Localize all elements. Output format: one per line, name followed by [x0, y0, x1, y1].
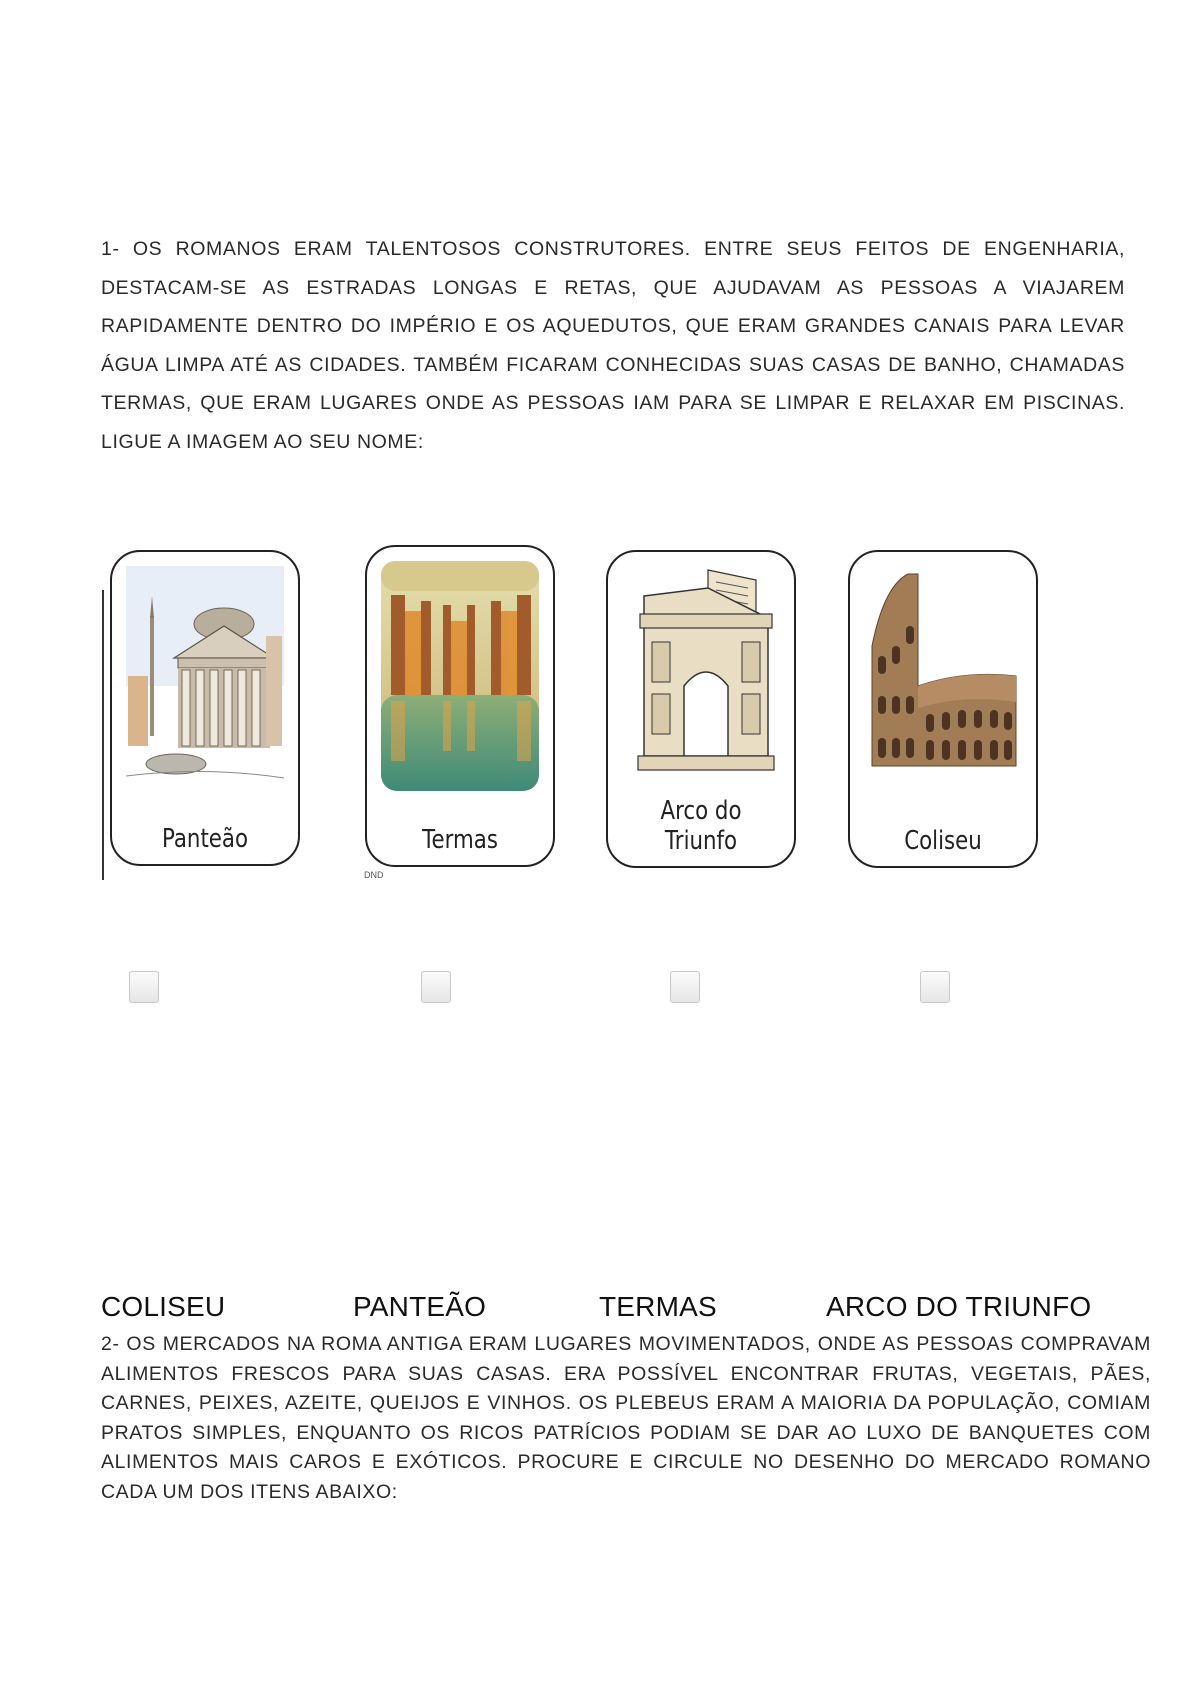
triumphal-arch-illustration-icon	[622, 566, 780, 796]
card-label: Arco do Triunfo	[660, 796, 742, 856]
card-termas	[365, 545, 555, 867]
word-bank-item: TERMAS	[599, 1291, 717, 1322]
card-label: Coliseu	[904, 826, 982, 856]
word-bank-item: COLISEU	[101, 1291, 226, 1322]
pantheon-illustration-icon	[126, 566, 284, 796]
card-coliseu	[848, 550, 1038, 868]
checkbox-3[interactable]	[670, 971, 700, 1003]
checkbox-4[interactable]	[920, 971, 950, 1003]
colosseum-illustration-icon	[864, 566, 1022, 796]
card-panteao	[110, 550, 300, 866]
card-label: Termas	[422, 825, 498, 855]
checkbox-1[interactable]	[129, 971, 159, 1003]
roman-baths-illustration-icon	[381, 561, 539, 791]
card-arco-do-triunfo	[606, 550, 796, 868]
checkbox-2[interactable]	[421, 971, 451, 1003]
word-bank-item: ARCO DO TRIUNFO	[826, 1291, 1092, 1322]
image-credit: DND	[364, 870, 384, 880]
card-label: Panteão	[161, 824, 249, 854]
question-2-text: 2- OS MERCADOS NA ROMA ANTIGA ERAM LUGARES MOVIMENTADOS, ONDE AS PESSOAS COMPRAVAM ALIMENTOS FRESCOS PARA SUAS CASAS. ERA POSSÍVEL ENCONTRAR FRUTAS, VEGETAIS, PÃES, CARNES, PEIXES, AZEITE, QUEIJOS E VINHOS. OS PLEBEUS ERAM A MAIORIA DA POPULAÇÃO, COMIAM PRATOS SIMPLES, ENQUANTO OS RICOS PATRÍCIOS PODIAM SE DAR AO LUXO DE BANQUETES COM ALIMENTOS MAIS CAROS E EXÓTICOS. PROCURE E CIRCULE NO DESENHO DO MERCADO ROMANO CADA UM DOS ITENS ABAIXO:	[101, 1333, 1151, 1503]
vertical-rule	[102, 590, 104, 880]
question-1-text: 1- OS ROMANOS ERAM TALENTOSOS CONSTRUTORES. ENTRE SEUS FEITOS DE ENGENHARIA, DESTACAM-SE AS ESTRADAS LONGAS E RETAS, QUE AJUDAVAM AS PESSOAS A VIAJAREM RAPIDAMENTE DENTRO DO IMPÉRIO E OS AQUEDUTOS, QUE ERAM GRANDES CANAIS PARA LEVAR ÁGUA LIMPA ATÉ AS CIDADES. TAMBÉM FICARAM CONHECIDAS SUAS CASAS DE BANHO, CHAMADAS TERMAS, QUE ERAM LUGARES ONDE AS PESSOAS IAM PARA SE LIMPAR E RELAXAR EM PISCINAS. LIGUE A IMAGEM AO SEU NOME:	[101, 238, 1125, 453]
word-bank-item: PANTEÃO	[353, 1291, 487, 1322]
